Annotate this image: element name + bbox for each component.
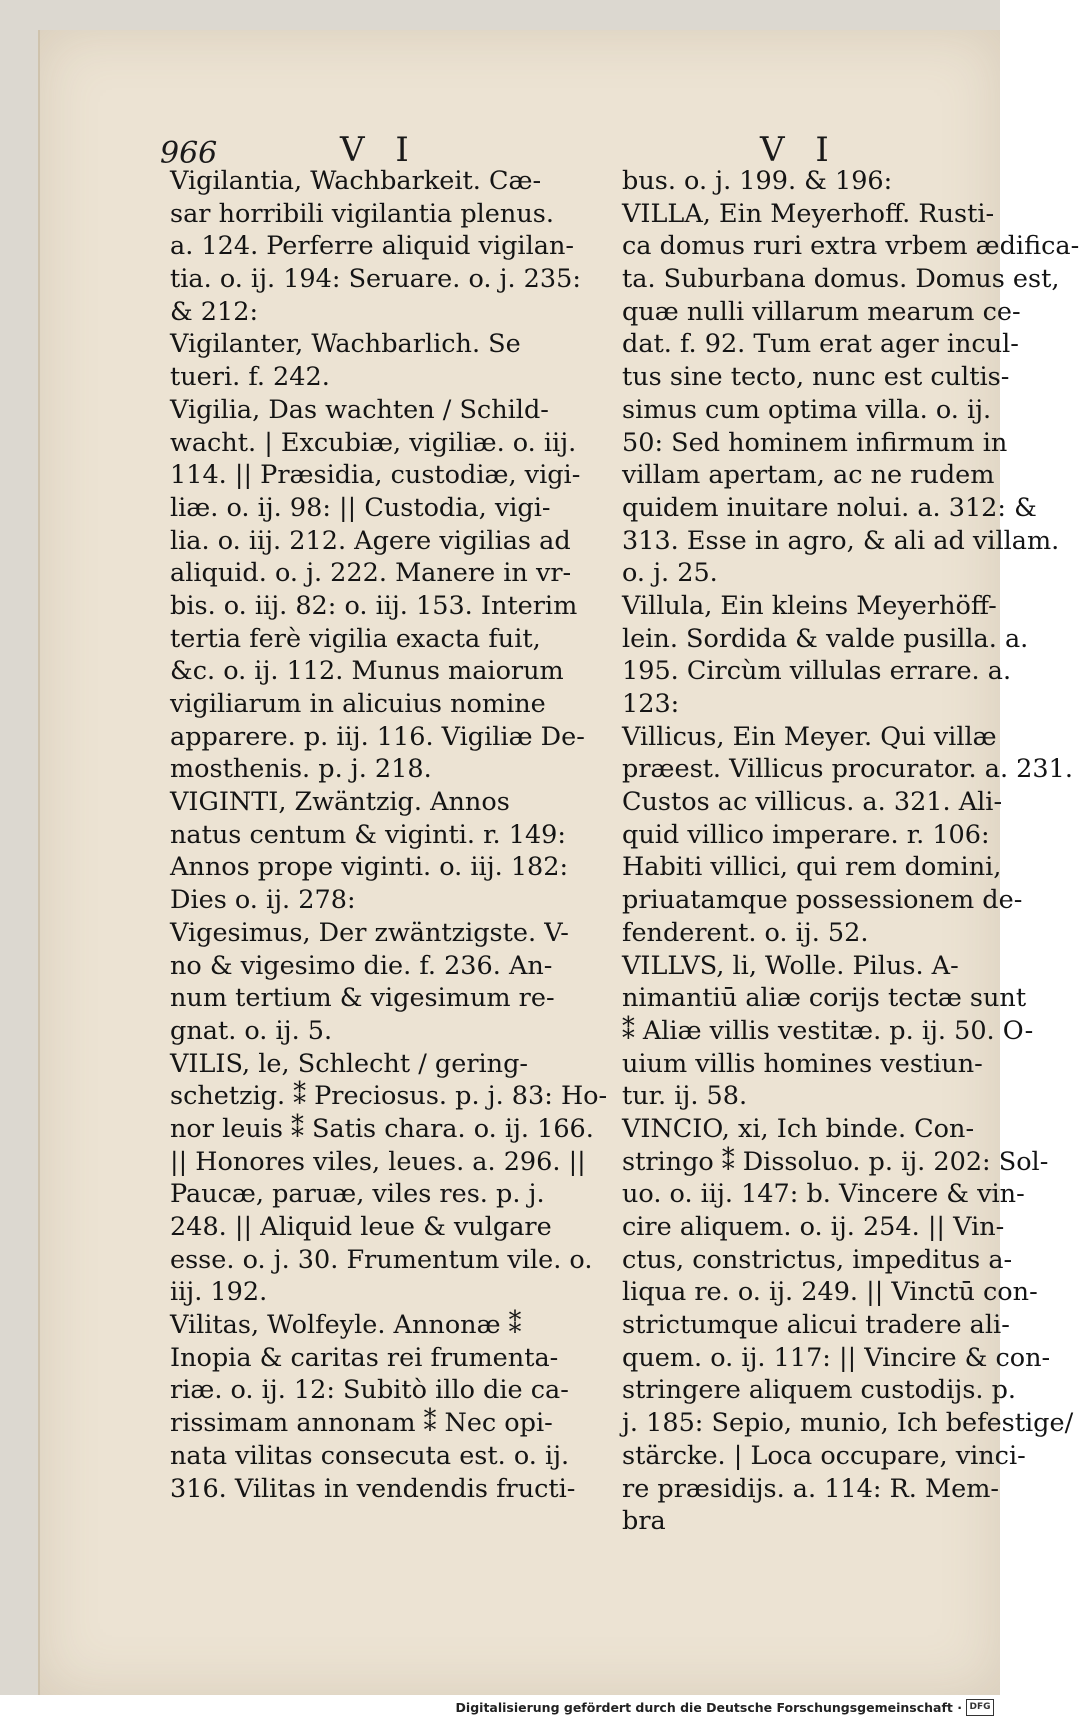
text-line: VIGINTI, Zwäntzig. Annos (170, 787, 510, 818)
text-line: sar horribili vigilantia plenus. (170, 198, 554, 229)
text-line: & 212: (170, 296, 259, 327)
text-line: tus sine tecto, nunc est cultis- (622, 362, 1010, 393)
text-line: dat. f. 92. Tum erat ager incul- (622, 329, 1019, 360)
text-line: simus cum optima villa. o. ij. (622, 394, 992, 425)
text-line: 50: Sed hominem infirmum in (622, 427, 1008, 458)
text-line: bis. o. iij. 82: o. iij. 153. Interim (170, 590, 578, 621)
text-line: Vigilantia, Wachbarkeit. Cæ- (170, 166, 542, 196)
text-line: no & vigesimo die. f. 236. An- (170, 950, 553, 981)
text-line: wacht. | Excubiæ, vigiliæ. o. iij. (170, 427, 577, 458)
text-line: Villicus, Ein Meyer. Qui villæ (622, 721, 997, 752)
text-line: bus. o. j. 199. & 196: (622, 166, 893, 196)
text-line: Custos ac villicus. a. 321. Ali- (622, 787, 1003, 818)
book-page (38, 30, 1079, 1695)
text-line: quidem inuitare nolui. a. 312: & (622, 492, 1037, 523)
text-line: nata vilitas consecuta est. o. ij. (170, 1440, 570, 1471)
text-line: VILLVS, li, Wolle. Pilus. A- (622, 950, 959, 981)
text-line: quid villico imperare. r. 106: (622, 819, 990, 850)
text-line: stringo ⁑ Dissoluo. p. ij. 202: Sol- (622, 1146, 1049, 1177)
text-line: Paucæ, paruæ, viles res. p. j. (170, 1179, 545, 1210)
text-line: j. 185: Sepio, munio, Ich befestige/ (622, 1408, 1074, 1439)
text-line: lia. o. iij. 212. Agere vigilias ad (170, 525, 571, 556)
text-line: gnat. o. ij. 5. (170, 1015, 333, 1046)
running-header (40, 102, 1000, 171)
text-line: tia. o. ij. 194: Seruare. o. j. 235: (170, 264, 581, 295)
text-line: fenderent. o. ij. 52. (622, 917, 869, 948)
text-line: bra (622, 1506, 666, 1537)
text-line: quæ nulli villarum mearum ce- (622, 296, 1021, 327)
text-line: Annos prope viginti. o. iij. 182: (170, 852, 569, 883)
text-line: lein. Sordida & valde pusilla. a. (622, 623, 1029, 654)
text-line: mosthenis. p. j. 218. (170, 754, 432, 785)
text-line: 248. || Aliquid leue & vulgare (170, 1212, 552, 1242)
text-line: Habiti villici, qui rem domini, (622, 852, 1002, 883)
text-line: stärcke. | Loca occupare, vinci- (622, 1440, 1026, 1471)
digitization-footer (0, 1695, 1000, 1720)
text-line: VILLA, Ein Meyerhoff. Rusti- (622, 198, 995, 229)
text-line: ctus, constrictus, impeditus a- (622, 1244, 1013, 1275)
dfg-logo: DFG (966, 1699, 994, 1716)
text-line: rissimam annonam ⁑ Nec opi- (170, 1408, 553, 1439)
text-line: 316. Vilitas in vendendis fructi- (170, 1473, 576, 1504)
text-line: natus centum & viginti. r. 149: (170, 819, 566, 850)
text-line: VILIS, le, Schlecht / gering- (170, 1048, 529, 1079)
text-line: ta. Suburbana domus. Domus est, (622, 264, 1060, 295)
text-line: liæ. o. ij. 98: || Custodia, vigi- (170, 492, 551, 523)
text-line: o. j. 25. (622, 558, 718, 589)
text-line: a. 124. Perferre aliquid vigilan- (170, 231, 574, 262)
text-line: Vigilanter, Wachbarlich. Se (170, 329, 521, 360)
funding-credit: Digitalisierung gefördert durch die Deutsche Forschungsgemeinschaft · (455, 1700, 962, 1715)
text-line: Inopia & caritas rei frumenta- (170, 1342, 559, 1373)
text-line: apparere. p. iij. 116. Vigiliæ De- (170, 721, 585, 752)
text-line: &c. o. ij. 112. Munus maiorum (170, 656, 564, 687)
text-line: 123: (622, 689, 680, 719)
text-line: villam apertam, ac ne rudem (622, 460, 995, 491)
text-line: cire aliquem. o. ij. 254. || Vin- (622, 1212, 1005, 1242)
text-line: || Honores viles, leues. a. 296. || (170, 1146, 586, 1177)
text-line: vigiliarum in alicuius nomine (170, 689, 546, 719)
text-line: Vigilia, Das wachten / Schild- (170, 394, 549, 425)
text-line: esse. o. j. 30. Frumentum vile. o. (170, 1244, 593, 1275)
text-line: præest. Villicus procurator. a. 231. (622, 754, 1073, 785)
text-line: VINCIO, xi, Ich binde. Con- (622, 1113, 975, 1144)
text-line: riæ. o. ij. 12: Subitò illo die ca- (170, 1375, 569, 1406)
left-column-head: V I (340, 130, 419, 170)
text-line: liqua re. o. ij. 249. || Vinctū con- (622, 1277, 1038, 1308)
text-line: nimantiū aliæ corijs tectæ sunt (622, 983, 1027, 1014)
right-column-head: V I (760, 130, 839, 170)
text-line: aliquid. o. j. 222. Manere in vr- (170, 558, 572, 589)
text-line: tueri. f. 242. (170, 362, 330, 393)
text-line: Villula, Ein kleins Meyerhöff- (622, 590, 997, 621)
text-line: ⁑ Aliæ villis vestitæ. p. ij. 50. O- (622, 1015, 1034, 1046)
text-line: nor leuis ⁑ Satis chara. o. ij. 166. (170, 1113, 594, 1144)
text-line: tur. ij. 58. (622, 1081, 748, 1112)
text-line: stringere aliquem custodijs. p. (622, 1375, 1017, 1406)
text-line: num tertium & vigesimum re- (170, 983, 555, 1014)
text-line: Dies o. ij. 278: (170, 885, 356, 916)
right-column (622, 165, 1079, 1538)
text-line: uo. o. iij. 147: b. Vincere & vin- (622, 1179, 1025, 1210)
text-line: Vilitas, Wolfeyle. Annonæ ⁑ (170, 1310, 522, 1341)
text-line: tertia ferè vigilia exacta fuit, (170, 623, 541, 654)
text-line: ca domus ruri extra vrbem ædifica- (622, 231, 1079, 262)
text-line: strictumque alicui tradere ali- (622, 1310, 1010, 1341)
left-column (170, 165, 608, 1505)
text-line: 313. Esse in agro, & ali ad villam. (622, 525, 1060, 556)
page-number: 966 (160, 136, 218, 171)
text-line: priuatamque possessionem de- (622, 885, 1023, 916)
text-line: re præsidijs. a. 114: R. Mem- (622, 1473, 999, 1504)
text-line: 114. || Præsidia, custodiæ, vigi- (170, 460, 581, 491)
text-line: uium villis homines vestiun- (622, 1048, 983, 1079)
text-line: iij. 192. (170, 1277, 268, 1308)
text-line: Vigesimus, Der zwäntzigste. V- (170, 917, 569, 948)
text-line: quem. o. ij. 117: || Vincire & con- (622, 1342, 1051, 1373)
text-line: 195. Circùm villulas errare. a. (622, 656, 1012, 687)
text-line: schetzig. ⁑ Preciosus. p. j. 83: Ho- (170, 1081, 608, 1112)
